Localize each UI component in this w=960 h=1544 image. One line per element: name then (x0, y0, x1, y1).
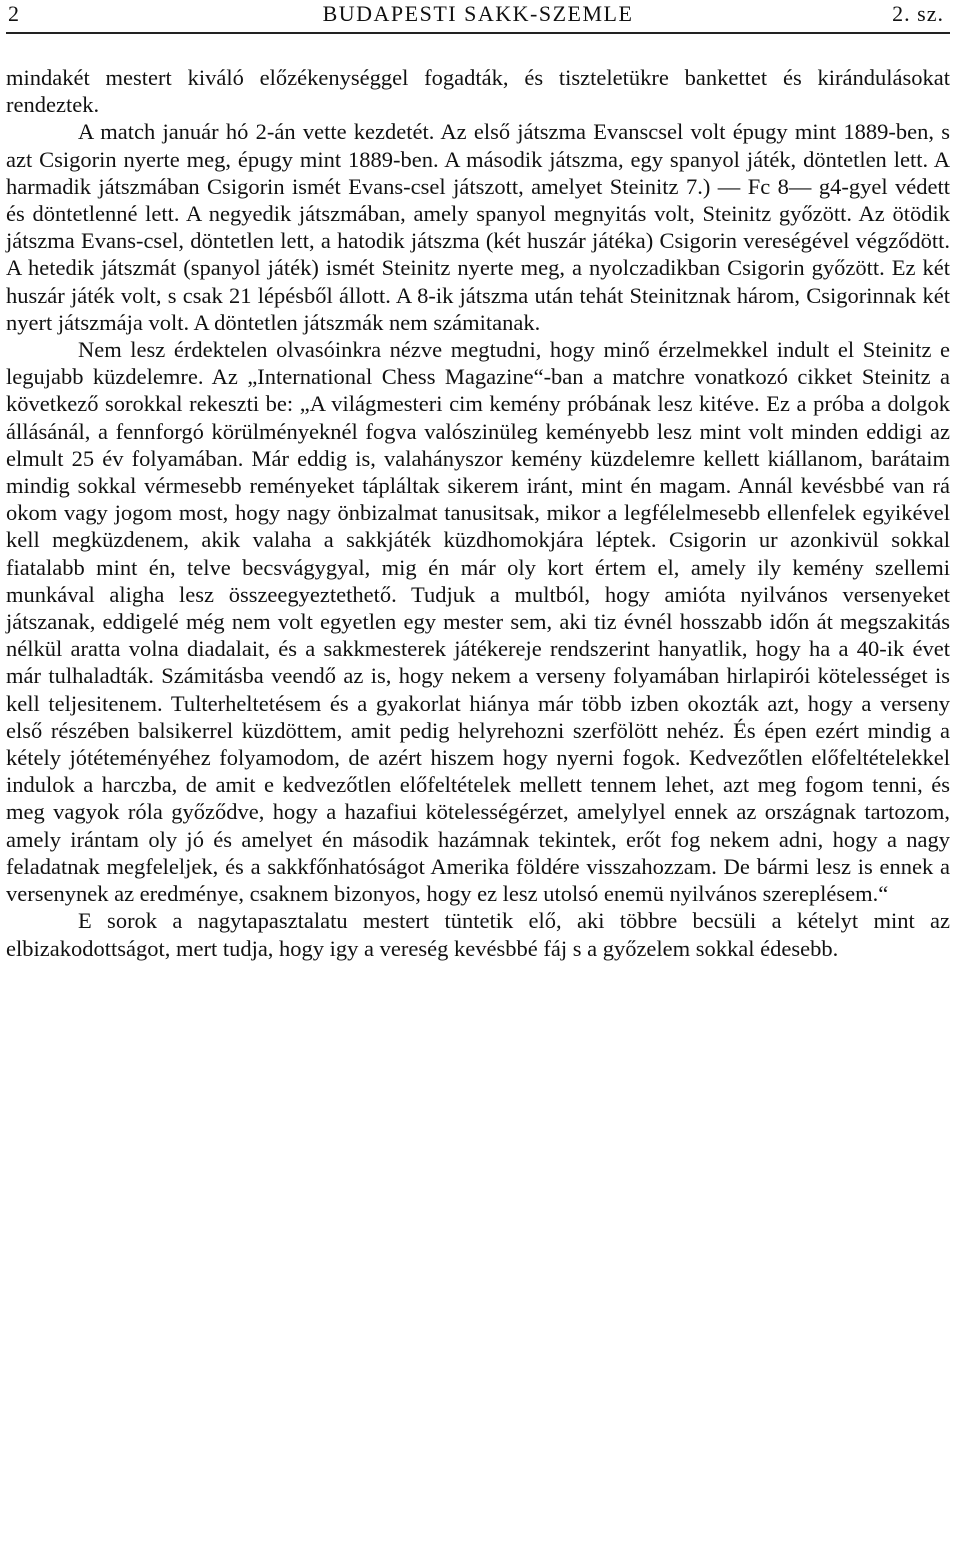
paragraph-conclusion: E sorok a nagytapasztalatu mestert tüntetik elő, aki többre becsüli a kételyt mint az elbizakodottságot, mert tudja, hogy igy a vereség kevésbbé fáj s a győzelem sokkal édesebb. (6, 908, 950, 961)
page-number: 2 (8, 1, 20, 26)
paragraph-continuation: mindakét mestert kiváló előzékenységgel fogadták, és tiszteletükre bankettet és kirándulásokat rendeztek. (6, 65, 950, 118)
running-header (6, 0, 950, 30)
issue-number: 2. sz. (892, 1, 944, 26)
article-body (6, 64, 950, 962)
paragraph-match-summary: A match január hó 2-án vette kezdetét. Az első játszma Evanscsel volt épugy mint 1889-ben, s azt Csigorin nyerte meg, épugy mint 1889-ben. A második játszma, egy spanyol játék, döntetlen lett. A harmadik játszmában Csigorin ismét Evans-csel játszott, amelyet Steinitz 7.) — Fc 8— g4-gyel védett és döntetlenné lett. A negyedik játszmában, amely spanyol megnyitás volt, Steinitz győzött. Az ötödik játszma Evans-csel, döntetlen lett, a hatodik játszma (két huszár játéka) Csigorin vereségével végződött. A hetedik játszmát (spanyol játék) ismét Steinitz nyerte meg, a nyolczadikban Csigorin győzött. Ez két huszár játék volt, s csak 21 lépésből állott. A 8-ik játszma után tehát Steinitznak három, Csigorinnak két nyert játszmája volt. A döntetlen játszmák nem számitanak. (6, 119, 950, 335)
header-rule (6, 32, 950, 34)
journal-title: BUDAPESTI SAKK-SZEMLE (322, 1, 634, 26)
paragraph-steinitz-quote: Nem lesz érdektelen olvasóinkra nézve megtudni, hogy minő érzelmekkel indult el Steinitz e legujabb küzdelemre. Az „International Chess Magazine“-ban a matchre vonatkozó cikket Steinitz a következő sorokkal rekeszti be: „A világmesteri cim kemény próbának lesz kitéve. Ez a próba a dolgok állásánál, a fennforgó körülményeknél fogva valószinüleg keményebb lesz mint volt minden eddigi az elmult 25 év folyamában. Már eddig is, valahányszor kemény küzdelemre kellett kiállanom, barátaim mindig sokkal vérmesebb reményeket tápláltak sikerem iránt, mint én magam. Annál kevésbbé van rá okom vagy jogom most, hogy nagy önbizalmat tanusitsak, mikor a legfélelmesebb ellenfelek egyikével kell megküzdenem, akik valaha a sakkjáték küzdhomokjára léptek. Csigorin ur azonkivül sokkal fiatalabb mint én, telve becsvágygyal, mig én már oly kort értem el, amely ily kemény szellemi munkával aligha lesz összeegyeztethető. Tudjuk a multból, hogy amióta nyilvános versenyeket játszanak, eddigelé még nem volt egyetlen egy mester sem, aki tiz évnél hosszabb időn át megszakitás nélkül aratta volna diadalait, és a sakkmesterek játékereje rendszerint hanyatlik, hogy ha a 40-ik évet már tulhaladták. Számitásba veendő az is, hogy nekem a verseny folyamában hirlapirói kötelességet is kell teljesitenem. Tulterheltetésem és a gyakorlat hiánya már több izben okozták azt, hogy a verseny első részében balsikerrel küzdöttem, amit pedig helyrehozni szerfölött nehéz. És épen ezért mindig a kétely jótéteményéhez folyamodom, de azért hiszem hogy nyerni fogok. Kedvezőtlen előfeltételekkel indulok a harczba, de amit e kedvezőtlen előfeltételek mellett tennem lehet, azt meg fogom tenni, és meg vagyok róla győződve, hogy a hazafiui kötelességérzet, amelylyel ennek az országnak tartozom, amely irántam oly jó és amelyet én második hazámnak tekintek, erőt fog nekem adni, hogy a nagy feladatnak megfeleljek, és a sakkfőnhatóságot Amerika földére visszahozzam. De bármi lesz is ennek a versenynek az eredménye, csaknem bizonyos, hogy ez lesz utolsó enemü nyilvános szereplésem.“ (6, 337, 950, 907)
document-page (6, 0, 950, 961)
